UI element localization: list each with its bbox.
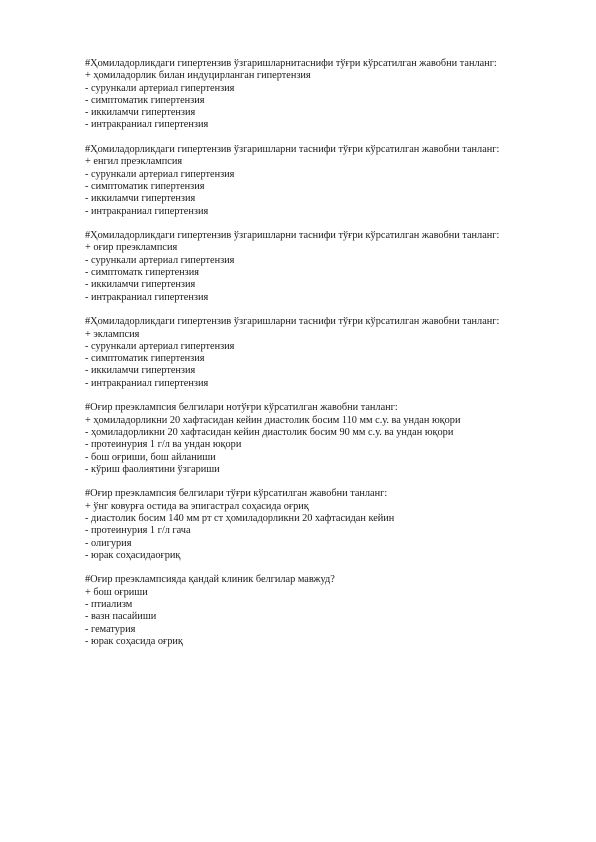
answer-option: - олигурия (85, 537, 132, 549)
answer-option: - интракраниал гипертензия (85, 205, 209, 217)
answer-option: - иккиламчи гипертензия (85, 193, 196, 205)
answer-option: - сурункали артериал гипертензия (85, 340, 235, 352)
answer-option: - иккиламчи гипертензия (85, 279, 196, 291)
answer-option: - интракраниал гипертензия (85, 377, 209, 389)
question-text: #Оғир преэклампсия белгилари тўғри кўрсатилган жавобни танланг: (85, 488, 388, 500)
answer-option: - ҳомиладорликни 20 хафтасидан кейин диастолик босим 90 мм с.у. ва ундан юқори (85, 426, 454, 438)
question-text: #Ҳомиладорликдаги гипертензив ўзгаришларни таснифи тўғри кўрсатилган жавобни танланг: (85, 316, 500, 328)
question-text: #Ҳомиладорликдаги гипертензив ўзгаришларни таснифи тўғри кўрсатилган жавобни танланг: (85, 144, 500, 156)
answer-option: - кўриш фаолиятини ўзгариши (85, 463, 220, 475)
answer-option: + бош оғриши (85, 586, 148, 598)
answer-option: + енгил преэклампсия (85, 156, 183, 168)
question-text: #Ҳомиладорликдаги гипертензив ўзгаришларни таснифи тўғри кўрсатилган жавобни танланг: (85, 230, 500, 242)
answer-option: + ҳомиладорлик билан индуцирланган гипертензия (85, 70, 311, 82)
answer-option: - протеинурия 1 г/л ва ундан юқори (85, 439, 242, 451)
answer-option: - сурункали артериал гипертензия (85, 254, 235, 266)
answer-option: - диастолик босим 140 мм рт ст ҳомиладорликни 20 хафтасидан кейин (85, 512, 395, 524)
answer-option: - сурункали артериал гипертензия (85, 82, 235, 94)
answer-option: - иккиламчи гипертензия (85, 107, 196, 119)
question-block (85, 402, 525, 476)
answer-option: - юрак соҳасида оғриқ (85, 635, 183, 647)
question-block (85, 574, 525, 648)
question-text: #Оғир преэклампсия белгилари нотўғри кўрсатилган жавобни танланг: (85, 402, 398, 414)
question-text: #Ҳомиладорликдаги гипертензив ўзгаришларнитаснифи тўғри кўрсатилган жавобни танланг: (85, 58, 497, 69)
answer-option: - симптоматик гипертензия (85, 180, 205, 192)
question-block (85, 58, 525, 132)
answer-option: - интракраниал гипертензия (85, 119, 209, 131)
answer-option: - вазн пасайиши (85, 611, 157, 623)
answer-option: + оғир преэклампсия (85, 242, 178, 254)
answer-option: + ҳомиладорликни 20 хафтасидан кейин диастолик босим 110 мм с.у. ва ундан юқори (85, 414, 461, 426)
question-text: #Оғир преэклампсияда қандай клиник белгилар мавжуд? (85, 574, 335, 586)
question-block (85, 316, 525, 390)
answer-option: - симптоматик гипертензия (85, 94, 205, 106)
answer-option: - гематурия (85, 623, 136, 635)
answer-option: - симптоматик гипертензия (85, 353, 205, 365)
answer-option: + ўнг ковурға остида ва эпигастрал соҳасида оғриқ (85, 500, 309, 512)
answer-option: - иккиламчи гипертензия (85, 365, 196, 377)
answer-option: - сурункали артериал гипертензия (85, 168, 235, 180)
answer-option: - интракраниал гипертензия (85, 291, 209, 303)
question-block (85, 488, 525, 562)
answer-option: - протеинурия 1 г/л гача (85, 525, 191, 537)
question-block (85, 144, 525, 218)
question-block (85, 230, 525, 304)
answer-option: - бош оғриши, бош айланиши (85, 451, 216, 463)
answer-option: - юрак соҳасидаоғриқ (85, 549, 181, 561)
document-body (85, 58, 525, 648)
answer-option: + эклампсия (85, 328, 140, 340)
answer-option: - птиализм (85, 599, 133, 611)
answer-option: - симптоматк гипертензия (85, 267, 199, 279)
